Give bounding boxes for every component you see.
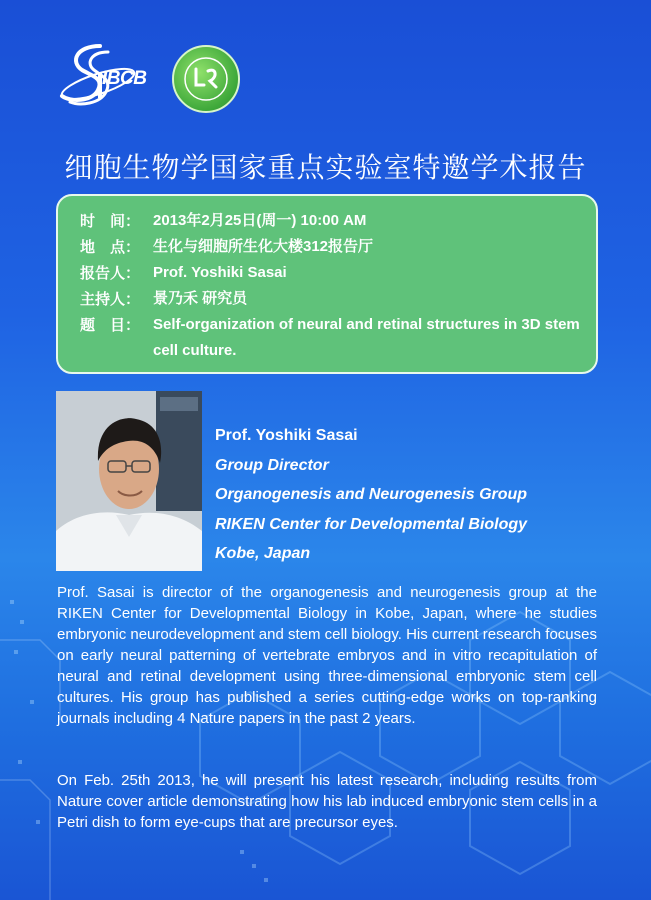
- circuit-dot: [10, 600, 14, 604]
- info-label: 地 点：: [80, 238, 141, 256]
- speaker-institute: RIKEN Center for Developmental Biology: [215, 515, 528, 533]
- info-row-time: [80, 208, 580, 234]
- info-value: 2013年2月25日(周一) 10:00 AM: [153, 212, 367, 229]
- circuit-dot: [20, 620, 24, 624]
- speaker-location: Kobe, Japan: [215, 545, 311, 562]
- info-row-speaker: [80, 260, 580, 286]
- sklcb-emblem-icon: [174, 47, 238, 111]
- info-row-location: [80, 234, 580, 260]
- info-value: 景乃禾 研究员: [153, 290, 248, 307]
- speaker-portrait-icon: [56, 391, 202, 571]
- circuit-dot: [36, 820, 40, 824]
- sklcb-logo: [172, 45, 240, 113]
- circuit-dot: [252, 864, 256, 868]
- bio-paragraph: Prof. Sasai is director of the organogenesis and neurogenesis group at the RIKEN Center for Developmental Biology in Kobe, Japan, where he studies embryonic neurodevelopment and stem cell biology. His current research focuses on early neural patterning of vertebrate embryos and in vitro recapitulation of neural and retinal development using three-dimensional embryonic stem cell cultures. His group has published a series cutting-edge works on top-ranking journals including 4 Nature papers in the past 2 years.: [57, 584, 597, 727]
- info-value: Self-organization of neural and retinal structures in 3D stem cell culture.: [153, 316, 580, 359]
- speaker-position: Group Director: [215, 456, 329, 474]
- info-row-topic: [80, 312, 580, 364]
- sibcb-logo-text: IBCB: [102, 68, 147, 89]
- circuit-line: [0, 780, 50, 900]
- info-label: 主持人：: [80, 290, 141, 308]
- event-info-box: [56, 194, 598, 374]
- circuit-dot: [18, 760, 22, 764]
- speaker-photo: [56, 391, 202, 571]
- circuit-dot: [30, 700, 34, 704]
- circuit-line: [0, 640, 60, 720]
- circuit-dot: [240, 850, 244, 854]
- info-label: 报告人：: [80, 264, 141, 282]
- sibcb-logo: [56, 40, 152, 118]
- circuit-dot: [264, 878, 268, 882]
- speaker-group: Organogenesis and Neurogenesis Group: [215, 486, 528, 503]
- header-logos: [56, 40, 240, 118]
- info-value: Prof. Yoshiki Sasai: [153, 264, 287, 281]
- info-row-host: [80, 286, 580, 312]
- info-label: 题 目：: [80, 316, 141, 334]
- speaker-details: [215, 421, 635, 569]
- info-label: 时 间：: [80, 212, 141, 230]
- info-value: 生化与细胞所生化大楼312报告厅: [153, 238, 374, 255]
- circuit-dot: [14, 650, 18, 654]
- page-title: 细胞生物学国家重点实验室特邀学术报告: [64, 151, 587, 184]
- talk-announcement-paragraph: On Feb. 25th 2013, he will present his latest research, including results from Nature cover article demonstrating how his lab induced embryonic stem cells in a Petri dish to form eye-cups that are precursor eyes.: [57, 772, 597, 831]
- speaker-name: Prof. Yoshiki Sasai: [215, 427, 358, 444]
